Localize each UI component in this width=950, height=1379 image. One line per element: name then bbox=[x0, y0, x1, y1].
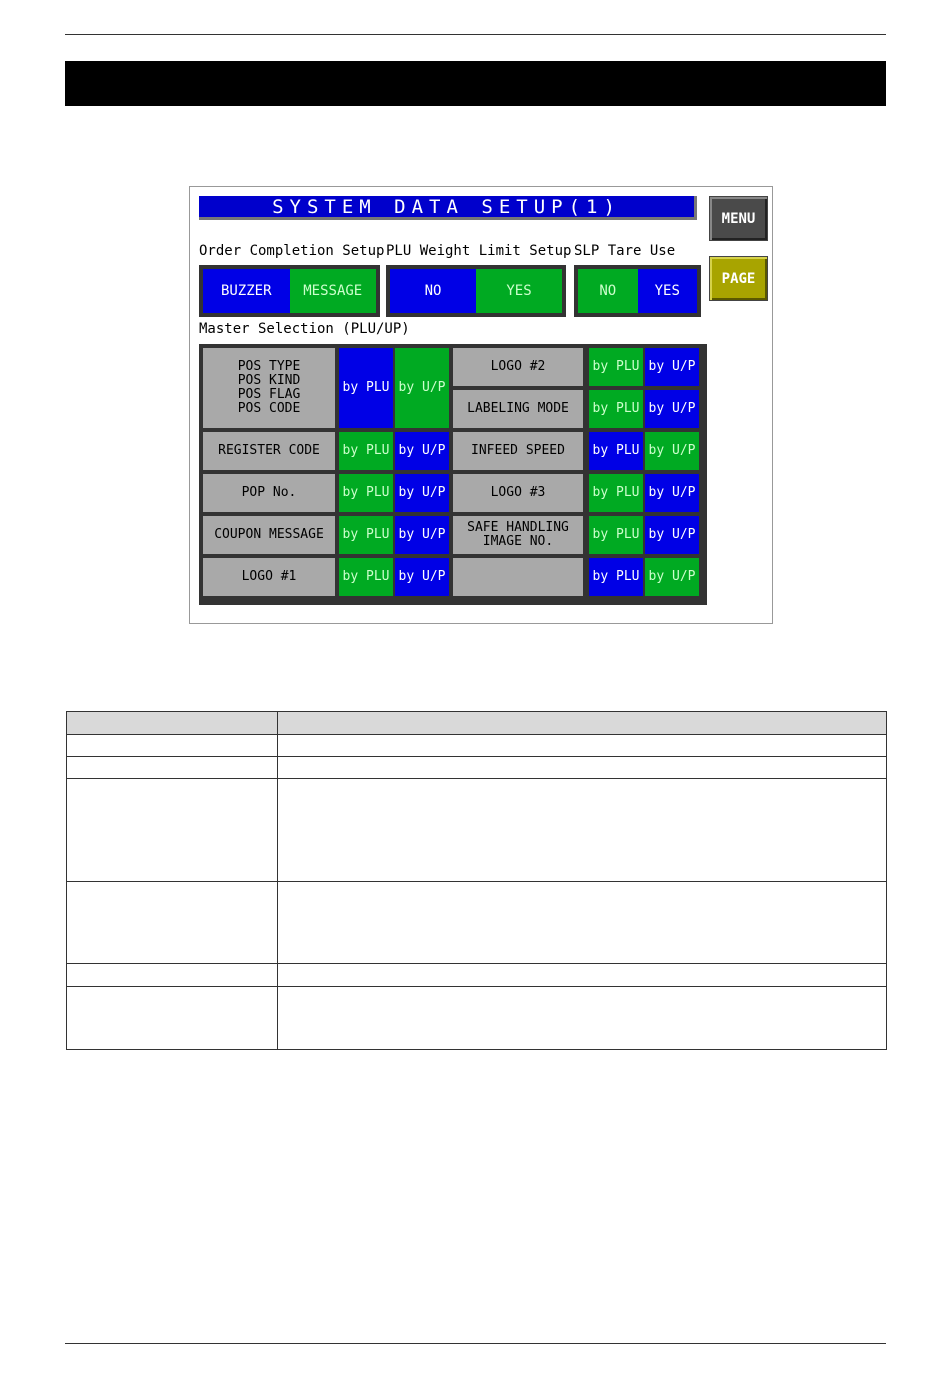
table-cell bbox=[278, 987, 887, 1050]
master-item-label: REGISTER CODE bbox=[218, 443, 320, 458]
master-left-2-by-plu-button[interactable]: by PLU bbox=[339, 474, 393, 512]
master-right-3-by-plu-button[interactable]: by PLU bbox=[589, 474, 643, 512]
slp-tare-label: SLP Tare Use bbox=[574, 243, 676, 259]
table-cell bbox=[67, 735, 278, 757]
table-cell bbox=[67, 882, 278, 964]
master-left-1-by-plu-button[interactable]: by PLU bbox=[339, 432, 393, 470]
master-right-2-by-up-button[interactable]: by U/P bbox=[645, 432, 699, 470]
master-item-left-3 bbox=[203, 516, 335, 554]
master-item-label: IMAGE NO. bbox=[482, 534, 554, 549]
master-item-left-1 bbox=[203, 432, 335, 470]
order-completion-toggle bbox=[199, 265, 380, 317]
section-header-bar bbox=[65, 61, 886, 106]
master-item-left-4 bbox=[203, 558, 335, 596]
slp-tare-toggle bbox=[574, 265, 701, 317]
buzzer-option[interactable]: BUZZER bbox=[203, 269, 290, 313]
master-right-0-by-up-button[interactable]: by U/P bbox=[645, 348, 699, 386]
master-right-0-by-plu-button[interactable]: by PLU bbox=[589, 348, 643, 386]
table-cell bbox=[278, 779, 887, 882]
master-item-right-4 bbox=[453, 516, 583, 554]
description-table bbox=[66, 711, 887, 1050]
master-right-5-by-plu-button[interactable]: by PLU bbox=[589, 558, 643, 596]
message-option[interactable]: MESSAGE bbox=[290, 269, 377, 313]
plu-weight-limit-toggle bbox=[386, 265, 566, 317]
master-item-label: INFEED SPEED bbox=[471, 443, 565, 458]
slp-tare-yes-option[interactable]: YES bbox=[638, 269, 698, 313]
table-cell bbox=[278, 757, 887, 779]
screen-title: SYSTEM DATA SETUP(1) bbox=[199, 196, 697, 220]
slp-tare-no-option[interactable]: NO bbox=[578, 269, 638, 313]
bottom-rule bbox=[65, 1343, 886, 1344]
master-item-label: POP No. bbox=[241, 485, 297, 500]
table-cell bbox=[67, 964, 278, 987]
master-item-right-3 bbox=[453, 474, 583, 512]
order-completion-label: Order Completion Setup bbox=[199, 243, 385, 259]
master-item-label: LOGO #3 bbox=[490, 485, 546, 500]
master-item-left-0 bbox=[203, 348, 335, 428]
master-left-0-by-plu-button[interactable]: by PLU bbox=[339, 348, 393, 428]
table-cell bbox=[278, 964, 887, 987]
master-item-label: POS KIND bbox=[237, 373, 301, 388]
master-item-label: LOGO #2 bbox=[490, 359, 546, 374]
master-item-label: POS FLAG bbox=[237, 387, 301, 402]
master-item-label: LABELING MODE bbox=[467, 401, 569, 416]
master-left-4-by-up-button[interactable]: by U/P bbox=[395, 558, 449, 596]
master-right-3-by-up-button[interactable]: by U/P bbox=[645, 474, 699, 512]
table-header-cell bbox=[67, 712, 278, 735]
master-right-1-by-plu-button[interactable]: by PLU bbox=[589, 390, 643, 428]
master-item-left-2 bbox=[203, 474, 335, 512]
master-item-label: LOGO #1 bbox=[241, 569, 297, 584]
master-right-1-by-up-button[interactable]: by U/P bbox=[645, 390, 699, 428]
master-right-2-by-plu-button[interactable]: by PLU bbox=[589, 432, 643, 470]
master-item-right-5 bbox=[453, 558, 583, 596]
plu-weight-yes-option[interactable]: YES bbox=[476, 269, 562, 313]
master-selection-grid bbox=[199, 344, 707, 605]
device-screenshot bbox=[189, 186, 773, 624]
table-cell bbox=[67, 987, 278, 1050]
master-left-2-by-up-button[interactable]: by U/P bbox=[395, 474, 449, 512]
master-left-3-by-up-button[interactable]: by U/P bbox=[395, 516, 449, 554]
table-header-cell bbox=[278, 712, 887, 735]
plu-weight-no-option[interactable]: NO bbox=[390, 269, 476, 313]
table-cell bbox=[278, 882, 887, 964]
master-item-label: POS TYPE bbox=[237, 359, 301, 374]
table-cell bbox=[67, 779, 278, 882]
master-right-4-by-up-button[interactable]: by U/P bbox=[645, 516, 699, 554]
page-button[interactable]: PAGE bbox=[709, 256, 768, 301]
master-item-right-2 bbox=[453, 432, 583, 470]
plu-weight-limit-label: PLU Weight Limit Setup bbox=[386, 243, 572, 259]
master-item-right-0 bbox=[453, 348, 583, 386]
master-right-4-by-plu-button[interactable]: by PLU bbox=[589, 516, 643, 554]
menu-button[interactable]: MENU bbox=[709, 196, 768, 241]
table-cell bbox=[67, 757, 278, 779]
master-left-3-by-plu-button[interactable]: by PLU bbox=[339, 516, 393, 554]
master-item-right-1 bbox=[453, 390, 583, 428]
master-left-1-by-up-button[interactable]: by U/P bbox=[395, 432, 449, 470]
master-item-label: COUPON MESSAGE bbox=[214, 527, 324, 542]
master-left-0-by-up-button[interactable]: by U/P bbox=[395, 348, 449, 428]
master-item-label: POS CODE bbox=[237, 401, 301, 416]
table-cell bbox=[278, 735, 887, 757]
master-item-label: SAFE HANDLING bbox=[467, 520, 569, 535]
master-right-5-by-up-button[interactable]: by U/P bbox=[645, 558, 699, 596]
master-left-4-by-plu-button[interactable]: by PLU bbox=[339, 558, 393, 596]
top-rule bbox=[65, 34, 886, 35]
master-selection-label: Master Selection (PLU/UP) bbox=[199, 321, 410, 337]
